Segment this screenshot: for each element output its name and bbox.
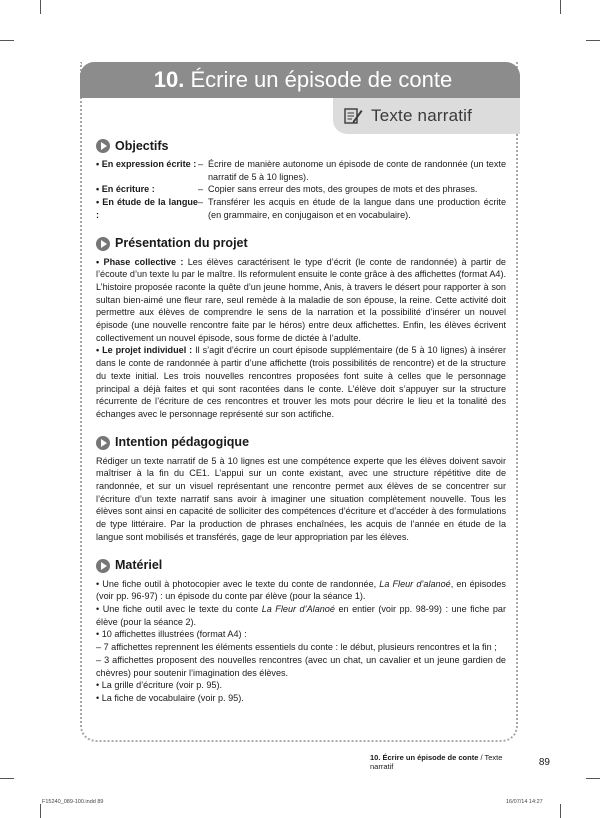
list-item: • 10 affichettes illustrées (format A4) : xyxy=(96,629,247,640)
page-title xyxy=(80,62,520,98)
list-item: • La fiche de vocabulaire (voir p. 95). xyxy=(96,692,244,703)
section-intention xyxy=(96,435,506,544)
crop-mark xyxy=(0,778,14,779)
list-item: • La grille d’écriture (voir p. 95). xyxy=(96,680,222,691)
objective-row xyxy=(96,158,506,183)
title-text: Écrire un épisode de conte xyxy=(190,67,453,92)
crop-mark xyxy=(40,0,41,14)
list-text: • Une fiche outil à photocopier avec le texte du conte de randonnée, xyxy=(96,578,380,589)
list-text: en entier (voir pp. 98-99) : une fiche par élève (pour la séance 2). xyxy=(96,603,507,627)
book-title: La Fleur d’alanoé xyxy=(379,578,451,589)
footer-genre: / Texte narratif xyxy=(370,753,503,771)
section-objectifs xyxy=(96,138,506,222)
objective-row xyxy=(96,196,506,221)
objective-text: Écrire de manière autonome un épisode de conte de randonnée (un texte narratif de 5 à 10 lignes). xyxy=(208,159,506,182)
play-circle-icon xyxy=(96,139,110,153)
list-text: , en épisodes (voir pp. 96-97) : un épisode du conte par élève (pour la séance 1). xyxy=(96,578,506,602)
paragraph xyxy=(96,256,506,345)
book-title: La Fleur d’Alanoé xyxy=(261,603,335,614)
objective-text: Copier sans erreur des mots, des groupes de mots et des phrases. xyxy=(208,184,478,195)
crop-mark xyxy=(0,40,14,41)
paragraph-lead: • Le projet individuel : xyxy=(96,345,193,356)
play-circle-icon xyxy=(96,237,110,251)
crop-mark xyxy=(40,804,41,818)
genre-label: Texte narratif xyxy=(371,106,473,125)
crop-mark xyxy=(586,778,600,779)
section-heading xyxy=(96,236,506,252)
section-heading xyxy=(96,558,506,574)
section-heading xyxy=(96,435,506,451)
page-footer xyxy=(370,753,550,771)
page-number: 89 xyxy=(538,756,550,768)
objective-dash: – xyxy=(198,197,204,208)
heading-text: Matériel xyxy=(115,558,163,573)
heading-text: Objectifs xyxy=(115,138,169,153)
footer-chapter xyxy=(370,753,527,771)
paragraph-lead: • Phase collective : xyxy=(96,256,184,267)
objective-dash: – xyxy=(198,184,204,195)
section-heading xyxy=(96,138,506,154)
objective-label: • En écriture : xyxy=(96,184,155,195)
objective-dash: – xyxy=(198,159,204,169)
genre-tab xyxy=(333,98,520,134)
list-item xyxy=(96,603,506,628)
play-circle-icon xyxy=(96,436,110,450)
print-slug-date: 16/07/14 14:27 xyxy=(506,799,543,805)
section-presentation xyxy=(96,236,506,421)
objective-label: • En expression écrite : xyxy=(96,159,197,169)
section-materiel xyxy=(96,558,506,705)
crop-mark xyxy=(560,0,561,14)
objective-text: Transférer les acquis en étude de la langue dans une production écrite (en grammaire, en conjugaison et en vocabulaire). xyxy=(208,197,506,220)
paragraph-text: Il s’agit d’écrire un court épisode supplémentaire (de 5 à 10 lignes) à insérer dans le conte de randonnée à partir d’une affichette (trois possibilités de rencontre) et de la structure du texte initial. Les trois nouvelles rencontres proposées font suite à celles que le personnage principal a déjà faites et qui sont racontées dans le conte. L’élève doit s’appuyer sur la structure récurrente de l’écriture de ces rencontres et trouver les mots pour décrire le lieu et la tonalité des échanges avec le personnage représenté sur son actifiche. xyxy=(96,345,506,419)
list-item xyxy=(96,578,506,603)
content xyxy=(96,138,506,719)
heading-text: Présentation du projet xyxy=(115,236,248,251)
objective-row xyxy=(96,183,506,196)
paragraph-text: Les élèves caractérisent le type d’écrit (le conte de randonnée) à partir de l’écoute d’un texte lu par le maître. Ils reformulent ensuite le conte grâce à des affichettes (format A4). L’histoire proposée raconte la quête d’un jeune homme, Anis, à travers le désert pour rapporter à son sultan bien-aimé une fleur rare, seul remède à la maladie de son épouse, la reine. Cette activité doit permettre aux élèves de comprendre le sens de la narration et la possibilité d’insérer un nouvel épisode (une nouvelle rencontre faite par le héros) entre deux affichettes. Enfin, les élèves écrivent collectivement un nouvel épisode, sous forme de dictée à l’adulte. xyxy=(96,256,506,343)
objective-label: • En étude de la langue : xyxy=(96,197,198,220)
play-circle-icon xyxy=(96,559,110,573)
pencil-notepad-icon xyxy=(343,106,363,126)
title-number: 10. xyxy=(153,67,185,92)
footer-chapter-title: 10. Écrire un épisode de conte xyxy=(370,753,479,762)
heading-text: Intention pédagogique xyxy=(115,435,250,450)
list-text: • Une fiche outil avec le texte du conte xyxy=(96,603,262,614)
list-item: – 7 affichettes reprennent les éléments essentiels du conte : le début, plusieurs rencontres et la fin ; xyxy=(96,642,497,653)
crop-mark xyxy=(560,804,561,818)
print-slug-file: F15240_089-100.indd 89 xyxy=(42,799,104,805)
paragraph xyxy=(96,344,506,420)
crop-mark xyxy=(586,40,600,41)
list-item: – 3 affichettes proposent des nouvelles rencontres (avec un chat, un cavalier et un jeune gardien de chèvres) pour soutenir l’imagination des élèves. xyxy=(96,654,506,678)
paragraph: Rédiger un texte narratif de 5 à 10 lignes est une compétence experte que les élèves doivent savoir maîtriser à la fin du CE1. L’appui sur un conte existant, avec une structure répétitive dite de randonnée, et sur un visuel représentant une rencontre permet aux élèves de se concentrer sur l’écriture d’un texte narratif sans avoir à imaginer une situation complètement nouvelle. Tous les élèves sont ainsi en capacité de solliciter des compétences d’écriture et d’accéder à des formulations de type littéraire. Par la production de phrases enchaînées, les acquis de l’année en étude de la langue sont mobilisés et transférés, gage de leur appropriation par les élèves. xyxy=(96,455,506,542)
